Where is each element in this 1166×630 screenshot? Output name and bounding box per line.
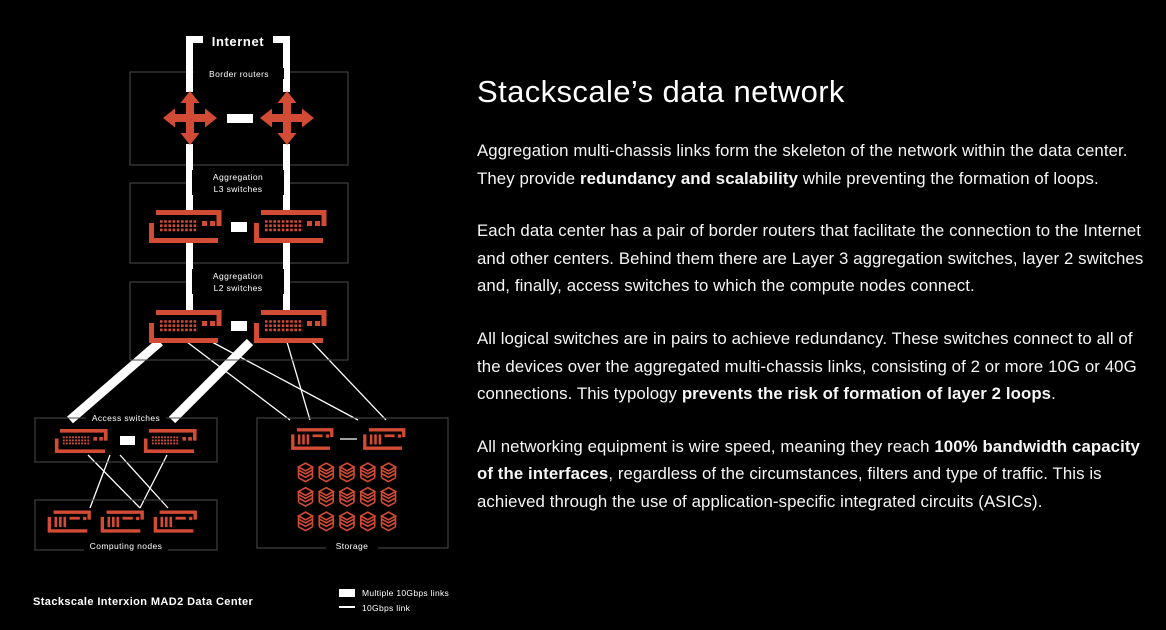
legend-thin-line-swatch	[339, 606, 355, 608]
l3-label-line1: Aggregation	[212, 172, 264, 182]
access-switch-icon-1	[57, 431, 106, 451]
paragraph-bold-text: 100% bandwidth capacity of the interfaces	[477, 436, 1140, 484]
access-peer-link	[120, 436, 135, 445]
storage-stack-icon	[382, 512, 396, 530]
internet-label: Internet	[211, 34, 265, 49]
network-topology-diagram	[0, 0, 470, 630]
storage-stack-icon	[340, 488, 354, 506]
paragraph-4	[477, 433, 1149, 516]
storage-head-icon-2	[365, 430, 404, 448]
l2-switch-icon-2	[257, 313, 325, 341]
l2-label-line1: Aggregation	[212, 271, 264, 281]
compute-node-icon-1	[49, 512, 89, 531]
storage-stack-icon	[361, 512, 375, 530]
storage-stack-icon	[299, 463, 313, 481]
paragraph-text: while preventing the formation of loops.	[798, 168, 1099, 188]
access-switch-icon-2	[146, 431, 195, 451]
l2-switch-icon-1	[152, 313, 220, 341]
paragraph-bold-text: redundancy and scalability	[579, 168, 799, 188]
storage-label: Storage	[335, 541, 369, 551]
storage-stack-icon	[340, 512, 354, 530]
storage-stack-icon	[361, 463, 375, 481]
paragraph-2	[477, 217, 1149, 300]
article	[477, 74, 1149, 541]
page-title: Stackscale’s data network	[477, 74, 845, 109]
compute-node-icon-2	[102, 512, 142, 531]
paragraph-text: Each data center has a pair of border routers that facilitate the connection to the Internet and other centers. Behind them there are Layer 3 aggregation switches, layer 2 switches and, finally, access switches to which the compute nodes connect.	[477, 221, 1144, 296]
legend-thick-line-swatch	[339, 589, 355, 597]
l3-switch-icon-2	[257, 213, 325, 241]
diagram-caption: Stackscale Interxion MAD2 Data Center	[33, 596, 254, 608]
legend	[339, 588, 449, 613]
border-routers-label: Border routers	[209, 69, 269, 79]
router-peer-link	[227, 114, 253, 123]
l3-switch-icon-1	[152, 213, 220, 241]
paragraph-text: All networking equipment is wire speed, meaning they reach	[477, 436, 935, 456]
storage-stack-icon	[319, 512, 333, 530]
l3-label-line2: L3 switches	[213, 184, 263, 194]
storage-stack-icon	[382, 463, 396, 481]
access-switches-label: Access switches	[91, 413, 161, 423]
paragraph-text: , regardless of the circumstances, filters and type of traffic. This is achieved through the use of application-specific integrated circuits (ASICs).	[477, 464, 1102, 511]
l2-label-line2: L2 switches	[213, 283, 263, 293]
l2-downlinks	[70, 342, 386, 420]
storage-stack-icon	[361, 488, 375, 506]
storage-stack-icon	[299, 488, 313, 506]
compute-node-icon-3	[155, 512, 195, 531]
storage-stack-icon	[299, 512, 313, 530]
l2-peer-link	[231, 321, 247, 331]
paragraph-bold-text: prevents the risk of formation of layer 2 loops	[681, 384, 1052, 404]
storage-stack-icon	[319, 488, 333, 506]
legend-multiple-links-label: Multiple 10Gbps links	[362, 588, 450, 598]
storage-head-icon-1	[293, 430, 332, 448]
paragraph-3	[477, 325, 1149, 408]
paragraph-1	[477, 137, 1149, 192]
paragraph-text: Aggregation multi-chassis links form the skeleton of the network within the data center. They provide	[477, 141, 1128, 188]
border-router-icon-1	[163, 91, 217, 145]
computing-nodes-label: Computing nodes	[89, 541, 163, 551]
storage-stacks	[299, 463, 396, 530]
storage-stack-icon	[319, 463, 333, 481]
storage-stack-icon	[340, 463, 354, 481]
paragraph-text: All logical switches are in pairs to achieve redundancy. These switches connect to all of the devices over the aggregated multi-chassis links, consisting of 2 or more 10G or 40G connections. This typology	[477, 328, 1137, 404]
l3-peer-link	[231, 222, 247, 232]
legend-single-link-label: 10Gbps link	[362, 603, 411, 613]
paragraph-text: .	[1051, 384, 1056, 404]
storage-stack-icon	[382, 488, 396, 506]
border-router-icon-2	[260, 91, 314, 145]
